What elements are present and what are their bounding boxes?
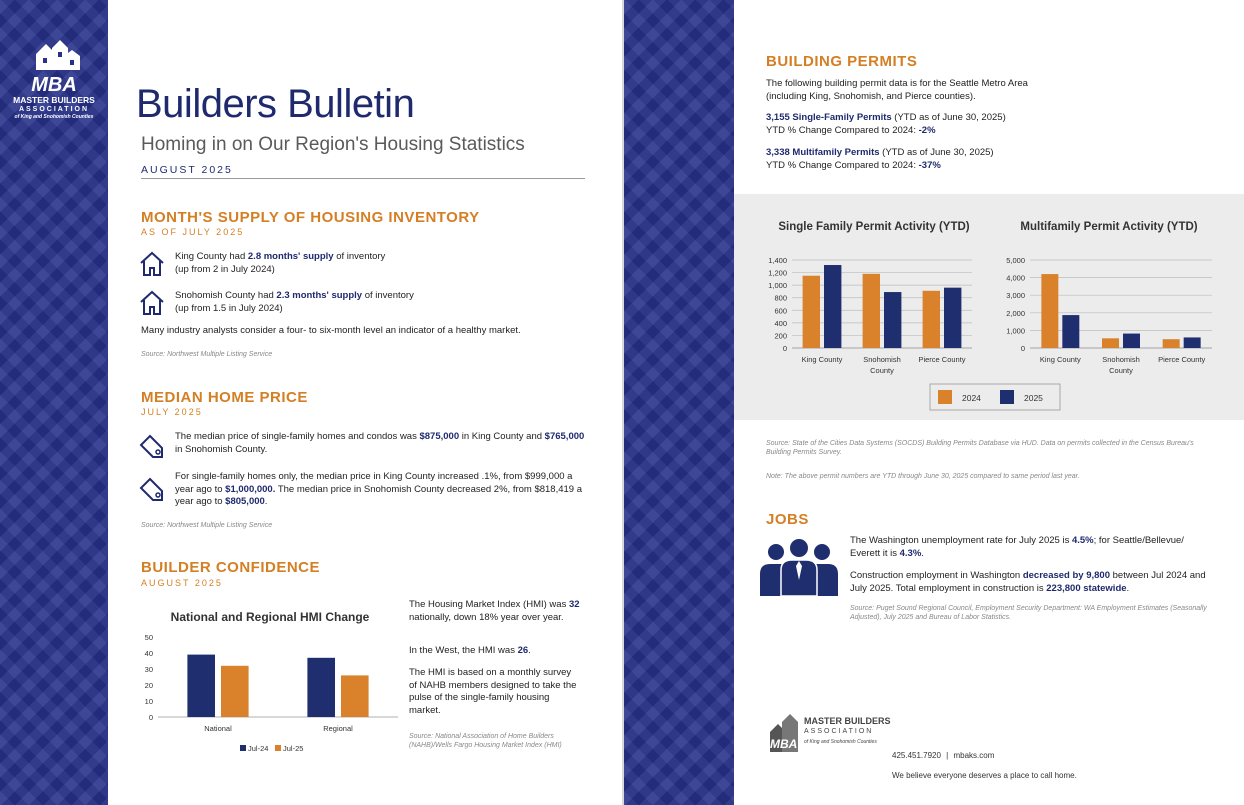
conf-p1-text: The Housing Market Index (HMI) was — [409, 599, 569, 610]
page-fold-line — [622, 0, 624, 805]
conf-p1-end: nationally, down 18% year over year. — [409, 611, 564, 623]
x-tick-label: Snohomish — [863, 355, 901, 364]
king-prior: (up from 2 in July 2024) — [175, 263, 275, 275]
mba-logo — [8, 38, 100, 121]
inventory-source: Source: Northwest Multiple Listing Service — [141, 351, 273, 358]
legend-swatch-2025 — [1000, 390, 1014, 404]
bar-jul-25-regional — [341, 675, 369, 717]
footer-logo-line1: MASTER BUILDERS — [804, 716, 891, 726]
y-tick-label: 600 — [774, 306, 787, 316]
median-p1-mid: in King County and — [459, 431, 545, 442]
west-hmi: 26 — [517, 645, 529, 656]
national-hmi: 32 — [568, 599, 580, 610]
workforce-group-icon — [756, 538, 842, 596]
snoh-prior: (up from 1.5 in July 2024) — [175, 302, 283, 314]
x-tick-label: National — [204, 724, 232, 733]
construction-total: 223,800 statewide — [1046, 582, 1127, 594]
x-tick-label: County — [1109, 366, 1133, 375]
sf-permits-date: (YTD as of June 30, 2025) — [891, 112, 1006, 123]
confidence-source: Source: National Association of Home Builders (NAHB)/Wells Fargo Housing Market Index (HMI) — [409, 733, 562, 749]
median-p2-text: For single-family homes only, the median price in King County increased .1%, from $999,000 a year ago to — [175, 471, 573, 495]
inventory-date: AS OF JULY 2025 — [141, 227, 245, 237]
bar-jul-24-national — [187, 655, 215, 717]
permit-charts-panel — [734, 194, 1244, 420]
y-tick-label: 1,200 — [768, 268, 787, 278]
header-rule — [141, 178, 585, 179]
house-icon — [138, 288, 166, 316]
mf-permits-date: (YTD as of June 30, 2025) — [879, 147, 994, 158]
logo-line2: ASSOCIATION — [18, 106, 90, 113]
x-tick-label: Snohomish — [1102, 355, 1140, 364]
bar-2024-pierce-county — [1163, 339, 1180, 348]
x-tick-label: King County — [801, 355, 843, 364]
king-median: $875,000 — [419, 431, 460, 442]
price-tag-icon — [136, 473, 168, 505]
jobs-para-1 — [850, 535, 1210, 560]
jobs-p2-text: Construction employment in Washington — [850, 570, 1023, 581]
king-supply: 2.8 months' supply — [247, 251, 334, 262]
sf-permits: 3,155 Single-Family Permits — [766, 112, 892, 123]
median-p2-mid: The median price in Snohomish County decreased 2%, from $818,419 a year ago to — [175, 483, 583, 507]
snoh-text: Snohomish County had — [175, 290, 277, 301]
y-tick-label: 1,000 — [768, 281, 787, 291]
inventory-king — [175, 251, 555, 276]
legend-swatch-2024 — [938, 390, 952, 404]
king-text-end: of inventory — [333, 251, 386, 262]
snoh-sf-median: $805,000 — [225, 496, 265, 507]
permits-note: Note: The above permit numbers are YTD through June 30, 2025 compared to same period last year. — [766, 473, 1080, 480]
conf-p2-text: In the West, the HMI was — [409, 645, 518, 656]
permit-charts-svg — [734, 194, 1244, 420]
jobs-title: JOBS — [766, 511, 809, 528]
inventory-note: Many industry analysts consider a four- to six-month level an indicator of a healthy market. — [141, 325, 521, 336]
y-tick-label: 400 — [774, 318, 787, 328]
bar-2025-snohomish-county — [1123, 334, 1140, 348]
inventory-snohomish — [175, 290, 555, 315]
bar-2025-king-county — [824, 265, 841, 348]
sf-chart-title-text: Single Family Permit Activity (YTD) — [778, 221, 970, 233]
wa-unemployment: 4.5% — [1071, 535, 1094, 546]
king-text: King County had — [175, 251, 248, 262]
confidence-para-3: The HMI is based on a monthly survey of NAHB members designed to take the pulse of the single-family housing market. — [409, 667, 577, 716]
footer-tagline: We believe everyone deserves a place to call home. — [892, 771, 1077, 780]
bar-2024-snohomish-county — [863, 274, 880, 348]
y-tick-label: 1,400 — [768, 256, 787, 265]
confidence-title: BUILDER CONFIDENCE — [141, 559, 321, 576]
confidence-date: AUGUST 2025 — [141, 578, 223, 588]
bar-2025-pierce-county — [1184, 337, 1201, 348]
median-p2-end: . — [264, 496, 268, 507]
legend-swatch-jul25 — [275, 745, 281, 751]
legend-label-jul24: Jul-24 — [248, 744, 269, 753]
footer-phone[interactable]: 425.451.7920 — [892, 751, 941, 760]
mf-permits: 3,338 Multifamily Permits — [766, 147, 880, 158]
construction-change: decreased by 9,800 — [1022, 570, 1110, 581]
mf-change-label: YTD % Change Compared to 2024: — [766, 159, 919, 171]
inventory-title: MONTH'S SUPPLY OF HOUSING INVENTORY — [141, 209, 480, 226]
permits-source: Source: State of the Cities Data Systems (SOCDS) Building Permits Database via HUD. Data on permits collected in the Census Bureau's Building Permits Survey. — [766, 440, 1194, 456]
y-tick-label: 10 — [144, 697, 153, 706]
bar-2024-pierce-county — [923, 291, 940, 348]
issue-date: AUGUST 2025 — [141, 164, 233, 176]
hmi-chart-title: National and Regional HMI Change — [170, 610, 370, 624]
footer-separator: | — [946, 751, 949, 760]
logo-mark: MBA — [31, 74, 77, 96]
conf-p2-end: . — [528, 645, 531, 656]
hmi-chart — [130, 598, 400, 758]
bar-2025-king-county — [1062, 315, 1079, 348]
bar-2025-snohomish-county — [884, 292, 901, 348]
permits-multifamily — [766, 147, 1066, 172]
price-tag-icon — [136, 430, 168, 462]
y-tick-label: 0 — [148, 713, 153, 722]
house-skyline-icon — [768, 712, 802, 752]
legend-label-2024: 2024 — [962, 393, 981, 403]
hmi-chart-svg — [130, 598, 400, 758]
permits-single-family — [766, 112, 1066, 137]
median-p1-end: in Snohomish County. — [175, 443, 268, 455]
house-icon — [138, 249, 166, 277]
sf-change-label: YTD % Change Compared to 2024: — [766, 124, 919, 136]
sf-change: -2% — [918, 124, 936, 136]
bar-2024-king-county — [1041, 274, 1058, 348]
house-skyline-icon — [8, 38, 100, 70]
legend-swatch-jul24 — [240, 745, 246, 751]
y-tick-label: 3,000 — [1006, 291, 1025, 301]
snoh-supply: 2.3 months' supply — [276, 290, 363, 301]
permits-title: BUILDING PERMITS — [766, 53, 918, 70]
x-tick-label: Regional — [323, 724, 353, 733]
mf-chart-title-text: Multifamily Permit Activity (YTD) — [1020, 221, 1198, 233]
legend-label-2025: 2025 — [1024, 393, 1043, 403]
svg-text:MBA: MBA — [770, 737, 798, 751]
page-subtitle: Homing in on Our Region's Housing Statistics — [141, 134, 525, 155]
legend-label-jul25: Jul-25 — [283, 744, 304, 753]
jobs-para-2 — [850, 570, 1215, 595]
y-tick-label: 0 — [1020, 344, 1025, 353]
footer-logo-line3: of King and Snohomish Counties — [804, 739, 877, 745]
king-sf-median: $1,000,000. — [225, 483, 276, 495]
footer-logo-line2: ASSOCIATION — [804, 728, 874, 735]
center-pattern-band — [624, 0, 734, 805]
x-tick-label: Pierce County — [918, 355, 966, 364]
median-para-2 — [175, 471, 587, 509]
snoh-median: $765,000 — [544, 431, 585, 442]
y-tick-label: 0 — [782, 344, 787, 353]
footer-contact — [892, 751, 994, 760]
permits-intro: The following building permit data is for the Seattle Metro Area (including King, Snohomish, and Pierce counties). — [766, 78, 1028, 102]
y-tick-label: 40 — [144, 649, 153, 658]
jobs-p1-end: . — [921, 547, 924, 559]
confidence-para-1 — [409, 599, 581, 624]
median-para-1 — [175, 431, 585, 456]
bar-2024-king-county — [803, 276, 820, 348]
y-tick-label: 200 — [774, 331, 787, 341]
x-tick-label: Pierce County — [1158, 355, 1206, 364]
jobs-p2-end: . — [1126, 582, 1130, 594]
logo-line3: of King and Snohomish Counties — [14, 114, 94, 120]
jobs-p2-mid: between Jul 2024 and July 2025. Total employment in construction is — [850, 570, 1206, 594]
jobs-p1-mid: ; for Seattle/Bellevue/ Everett it is — [850, 535, 1184, 559]
y-tick-label: 1,000 — [1006, 326, 1025, 336]
median-source: Source: Northwest Multiple Listing Service — [141, 522, 273, 529]
median-date: JULY 2025 — [141, 407, 203, 417]
bar-2024-snohomish-county — [1102, 338, 1119, 348]
snoh-text-end: of inventory — [362, 290, 414, 301]
jobs-source: Source: Puget Sound Regional Council, Employment Security Department: WA Employment Estimates (Seasonally Adjusted), July 2025 and Bureau of Labor Statistics. — [850, 605, 1207, 621]
bar-2025-pierce-county — [944, 288, 961, 348]
bar-jul-25-national — [221, 666, 249, 717]
y-tick-label: 5,000 — [1006, 256, 1025, 265]
x-tick-label: County — [870, 366, 894, 375]
mf-change: -37% — [918, 159, 941, 171]
confidence-para-2 — [409, 645, 581, 658]
y-tick-label: 20 — [144, 681, 153, 690]
y-tick-label: 4,000 — [1006, 273, 1025, 283]
bar-jul-24-regional — [307, 658, 335, 717]
footer-website[interactable]: mbaks.com — [953, 751, 995, 760]
median-title: MEDIAN HOME PRICE — [141, 389, 308, 406]
median-p1-text: The median price of single-family homes and condos was — [175, 431, 420, 442]
metro-unemployment: 4.3% — [899, 547, 922, 559]
jobs-p1-text: The Washington unemployment rate for July 2025 is — [850, 535, 1072, 546]
y-tick-label: 30 — [144, 665, 153, 674]
logo-line1: MASTER BUILDERS — [13, 95, 95, 105]
y-tick-label: 50 — [144, 633, 153, 642]
y-tick-label: 800 — [774, 293, 787, 303]
page-title: Builders Bulletin — [136, 82, 415, 126]
x-tick-label: King County — [1039, 355, 1081, 364]
footer-logo — [768, 712, 891, 762]
y-tick-label: 2,000 — [1006, 308, 1025, 318]
